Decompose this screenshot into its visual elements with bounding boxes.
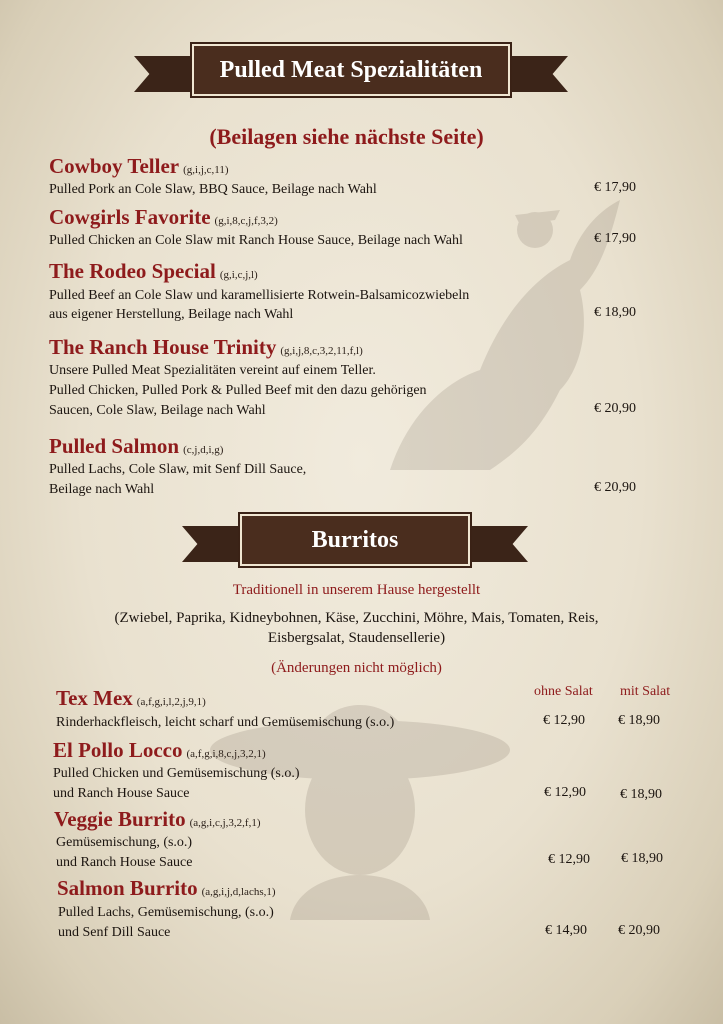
dish-description: Saucen, Cole Slaw, Beilage nach Wahl — [49, 403, 266, 418]
dish-price: € 17,90 — [594, 231, 636, 246]
price-without-salad: € 12,90 — [543, 713, 585, 728]
price-with-salad: € 18,90 — [618, 713, 660, 728]
dish-name: The Rodeo Special (g,i,c,j,l) — [49, 259, 258, 283]
pulled-meat-banner — [134, 44, 568, 104]
allergen-codes: (a,f,g,i,8,c,j,3,2,1) — [186, 748, 266, 760]
dish-name: El Pollo Locco (a,f,g,i,8,c,j,3,2,1) — [53, 738, 266, 762]
dish-name: Pulled Salmon (c,j,d,i,g) — [49, 434, 224, 458]
section-title: Pulled Meat Spezialitäten — [192, 44, 510, 96]
dish-description: Pulled Chicken an Cole Slaw mit Ranch House Sauce, Beilage nach Wahl — [49, 233, 463, 248]
section-title: Burritos — [240, 514, 470, 566]
dish-description: Rinderhackfleisch, leicht scharf und Gemüsemischung (s.o.) — [56, 715, 395, 730]
dish-description: Pulled Beef an Cole Slaw und karamellisierte Rotwein-Balsamicozwiebeln — [49, 288, 470, 303]
column-header-without-salad: ohne Salat — [534, 684, 593, 699]
dish-name: Cowboy Teller (g,i,j,c,11) — [49, 154, 229, 178]
ingredients-line: Eisbergsalat, Staudensellerie) — [267, 630, 446, 646]
allergen-codes: (g,i,c,j,l) — [219, 269, 258, 281]
dish-description: Unsere Pulled Meat Spezialitäten vereint auf einem Teller. — [49, 363, 376, 378]
burritos-banner — [182, 514, 528, 574]
dish-description: und Ranch House Sauce — [56, 855, 193, 870]
price-with-salad: € 18,90 — [621, 851, 663, 866]
allergen-codes: (a,g,i,j,d,lachs,1) — [201, 886, 276, 898]
dish-description: Pulled Chicken, Pulled Pork & Pulled Beef mit den dazu gehörigen — [49, 383, 427, 398]
dish-description: Pulled Chicken und Gemüsemischung (s.o.) — [53, 766, 300, 781]
allergen-codes: (g,i,8,c,j,f,3,2) — [214, 215, 278, 227]
sides-note: (Beilagen siehe nächste Seite) — [209, 124, 484, 149]
dish-description: Gemüsemischung, (s.o.) — [56, 835, 193, 850]
price-with-salad: € 18,90 — [620, 787, 662, 802]
price-without-salad: € 12,90 — [548, 852, 590, 867]
dish-description: Pulled Lachs, Cole Slaw, mit Senf Dill Sauce, — [49, 462, 307, 477]
price-without-salad: € 12,90 — [544, 785, 586, 800]
burritos-subtitle: Traditionell in unserem Hause hergestellt — [232, 582, 481, 598]
dish-name: Veggie Burrito (a,g,i,c,j,3,2,f,1) — [54, 807, 261, 831]
price-with-salad: € 20,90 — [618, 923, 660, 938]
allergen-codes: (g,i,j,8,c,3,2,11,f,l) — [280, 345, 363, 357]
dish-description: und Senf Dill Sauce — [58, 925, 171, 940]
allergen-codes: (a,g,i,c,j,3,2,f,1) — [189, 817, 261, 829]
dish-description: Pulled Pork an Cole Slaw, BBQ Sauce, Beilage nach Wahl — [49, 182, 377, 197]
dish-description: Pulled Lachs, Gemüsemischung, (s.o.) — [58, 905, 274, 920]
dish-name: Tex Mex (a,f,g,i,l,2,j,9,1) — [56, 686, 206, 710]
ingredients-line: (Zwiebel, Paprika, Kidneybohnen, Käse, Zucchini, Möhre, Mais, Tomaten, Reis, — [114, 610, 599, 626]
dish-price: € 17,90 — [594, 180, 636, 195]
dish-price: € 18,90 — [594, 305, 636, 320]
dish-name: Salmon Burrito (a,g,i,j,d,lachs,1) — [57, 876, 276, 900]
allergen-codes: (g,i,j,c,11) — [183, 164, 229, 176]
rodeo-rider-watermark — [330, 170, 650, 490]
dish-description: und Ranch House Sauce — [53, 786, 190, 801]
no-changes-note: (Änderungen nicht möglich) — [271, 660, 442, 676]
allergen-codes: (a,f,g,i,l,2,j,9,1) — [136, 696, 206, 708]
price-without-salad: € 14,90 — [545, 923, 587, 938]
dish-name: The Ranch House Trinity (g,i,j,8,c,3,2,11,f,l) — [49, 335, 363, 359]
dish-description: Beilage nach Wahl — [49, 482, 155, 497]
dish-description: aus eigener Herstellung, Beilage nach Wahl — [49, 307, 294, 322]
dish-name: Cowgirls Favorite (g,i,8,c,j,f,3,2) — [49, 205, 278, 229]
allergen-codes: (c,j,d,i,g) — [183, 444, 224, 456]
dish-price: € 20,90 — [594, 480, 636, 495]
dish-price: € 20,90 — [594, 401, 636, 416]
column-header-with-salad: mit Salat — [620, 684, 671, 699]
